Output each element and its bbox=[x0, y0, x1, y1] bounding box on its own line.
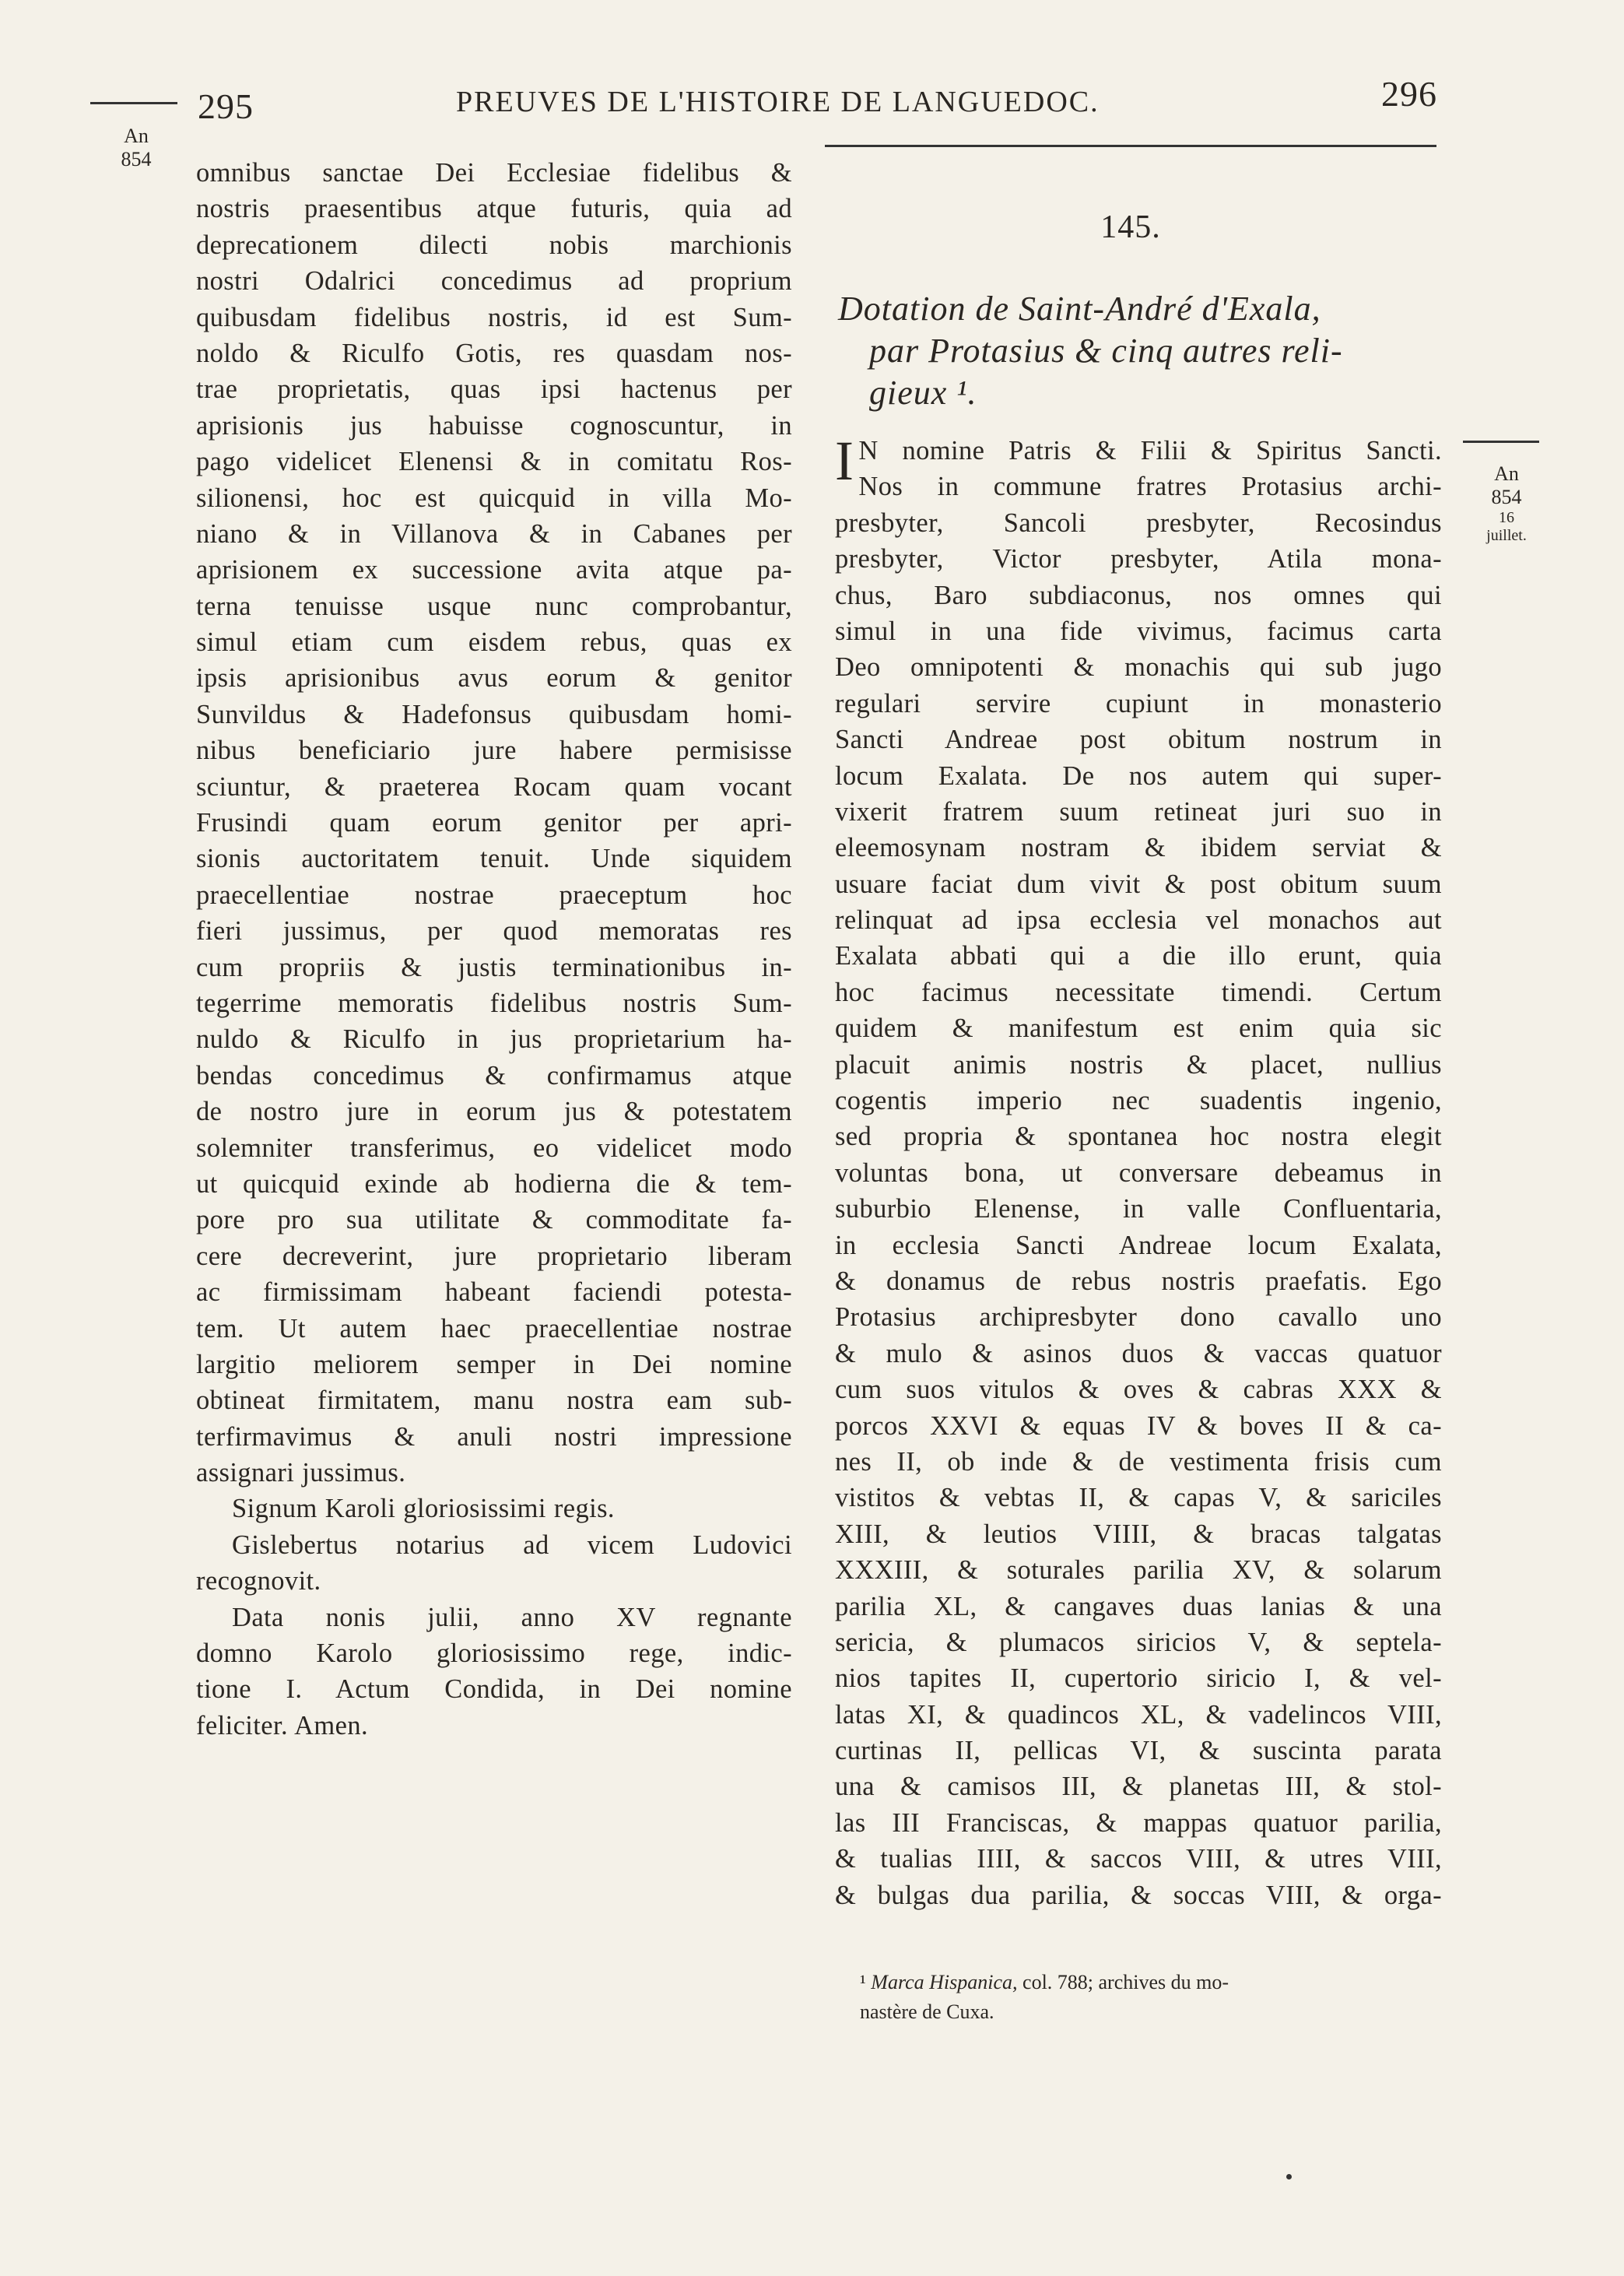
text-line: aprisionem ex successione avita atque pa- bbox=[196, 555, 792, 585]
text-line: obtineat firmitatem, manu nostra eam sub- bbox=[196, 1386, 792, 1416]
text-line: assignari jussimus. bbox=[196, 1458, 406, 1488]
text-line: latas XI, & quadincos XL, & vadelincos VIII, bbox=[835, 1699, 1442, 1730]
text-line: chus, Baro subdiaconus, nos omnes qui bbox=[835, 580, 1442, 610]
header-right-rule bbox=[825, 145, 1436, 147]
notary-line: recognovit. bbox=[196, 1566, 321, 1596]
text-line: parilia XL, & cangaves duas lanias & una bbox=[835, 1591, 1442, 1621]
text-line: presbyter, Victor presbyter, Atila mona- bbox=[835, 544, 1442, 574]
document-title bbox=[838, 288, 1445, 414]
title-line-1: Dotation de Saint-André d'Exala, bbox=[838, 290, 1321, 328]
margin-right-rule bbox=[1463, 441, 1539, 443]
opening-line-2: Nos in commune fratres Protasius archi- bbox=[858, 472, 1442, 502]
text-line: regulari servire cupiunt in monasterio bbox=[835, 688, 1442, 718]
text-line: cum propriis & justis terminationibus in- bbox=[196, 952, 792, 982]
footnote-source-title: Marca Hispanica, bbox=[871, 1971, 1018, 1993]
header-left-rule bbox=[90, 102, 177, 104]
text-line: nostris praesentibus atque futuris, quia ad bbox=[196, 194, 792, 224]
text-line: largitio meliorem semper in Dei nomine bbox=[196, 1349, 792, 1379]
text-line: usuare faciat dum vivit & post obitum suum bbox=[835, 869, 1442, 899]
document-number: 145. bbox=[1100, 209, 1161, 245]
margin-month-right: juillet. bbox=[1486, 526, 1527, 544]
footnote-marker: ¹ bbox=[860, 1971, 866, 1993]
text-line: suburbio Elenense, in valle Confluentaria, bbox=[835, 1194, 1442, 1224]
text-line: cum suos vitulos & oves & cabras XXX & bbox=[835, 1375, 1442, 1405]
drop-cap: I bbox=[835, 433, 854, 492]
page-speck bbox=[1286, 2174, 1292, 2179]
signum-line: Signum Karoli gloriosissimi regis. bbox=[232, 1494, 615, 1524]
text-line: presbyter, Sancoli presbyter, Recosindus bbox=[835, 508, 1442, 538]
text-line: sed propria & spontanea hoc nostra elegit bbox=[835, 1122, 1442, 1152]
text-line: nuldo & Riculfo in jus proprietarium ha- bbox=[196, 1024, 792, 1055]
text-line: Protasius archipresbyter dono cavallo uno bbox=[835, 1302, 1442, 1333]
left-column bbox=[196, 155, 792, 1744]
text-line: tegerrime memoratis fidelibus nostris Sum- bbox=[196, 988, 792, 1018]
text-line: curtinas II, pellicas VI, & suscinta parata bbox=[835, 1736, 1442, 1766]
data-line: tione I. Actum Condida, in Dei nomine bbox=[196, 1674, 792, 1705]
text-line: XIII, & leutios VIIII, & bracas talgatas bbox=[835, 1519, 1442, 1549]
text-line: trae proprietatis, quas ipsi hactenus per bbox=[196, 374, 792, 405]
notary-paragraph bbox=[196, 1527, 792, 1600]
text-line: ipsis aprisionibus avus eorum & genitor bbox=[196, 663, 792, 694]
footnote bbox=[860, 1968, 1451, 2027]
text-line: de nostro jure in eorum jus & potestatem bbox=[196, 1097, 792, 1127]
left-column-body bbox=[196, 155, 792, 1491]
text-line: nes II, ob inde & de vestimenta frisis cum bbox=[835, 1446, 1442, 1477]
text-line: cere decreverint, jure proprietario liberam bbox=[196, 1241, 792, 1271]
text-line: pago videlicet Elenensi & in comitatu Ros- bbox=[196, 447, 792, 477]
text-line: niano & in Villanova & in Cabanes per bbox=[196, 518, 792, 549]
text-line: Frusindi quam eorum genitor per apri- bbox=[196, 808, 792, 838]
margin-year-left: 854 bbox=[121, 147, 152, 170]
text-line: & tualias IIII, & saccos VIII, & utres VIII, bbox=[835, 1844, 1442, 1874]
right-column-body bbox=[835, 505, 1442, 1913]
page-number-left: 295 bbox=[198, 86, 254, 126]
margin-an-right: An bbox=[1494, 462, 1519, 485]
text-line: Sancti Andreae post obitum nostrum in bbox=[835, 725, 1442, 755]
footnote-reference: col. 788; archives du mo- bbox=[1022, 1971, 1229, 1993]
text-line: relinquat ad ipsa ecclesia vel monachos aut bbox=[835, 905, 1442, 936]
opening-lines bbox=[835, 433, 1442, 505]
text-line: sionis auctoritatem tenuit. Unde siquidem bbox=[196, 844, 792, 874]
text-line: cogentis imperio nec suadentis ingenio, bbox=[835, 1086, 1442, 1116]
margin-note-left bbox=[109, 125, 163, 171]
text-line: pore pro sua utilitate & commoditate fa- bbox=[196, 1205, 792, 1235]
text-line: tem. Ut autem haec praecellentiae nostrae bbox=[196, 1313, 792, 1343]
text-line: simul etiam cum eisdem rebus, quas ex bbox=[196, 627, 792, 658]
margin-an-left: An bbox=[124, 125, 149, 147]
running-head-title: PREUVES DE L'HISTOIRE DE LANGUEDOC. bbox=[456, 86, 1100, 118]
data-line: feliciter. Amen. bbox=[196, 1710, 369, 1740]
text-line: voluntas bona, ut conversare debeamus in bbox=[835, 1157, 1442, 1188]
text-line: hoc facimus necessitate timendi. Certum bbox=[835, 977, 1442, 1007]
text-line: una & camisos III, & planetas III, & stol- bbox=[835, 1772, 1442, 1802]
text-line: quidem & manifestum est enim quia sic bbox=[835, 1013, 1442, 1044]
text-line: terfirmavimus & anuli nostri impressione bbox=[196, 1421, 792, 1452]
data-line: Data nonis julii, anno XV regnante bbox=[232, 1602, 792, 1632]
text-line: Deo omnipotenti & monachis qui sub jugo bbox=[835, 652, 1442, 683]
right-column bbox=[835, 433, 1442, 1913]
text-line: eleemosynam nostram & ibidem serviat & bbox=[835, 833, 1442, 863]
text-line: terna tenuisse usque nunc comprobantur, bbox=[196, 591, 792, 621]
text-line: vixerit fratrem suum retineat juri suo in bbox=[835, 796, 1442, 827]
text-line: in ecclesia Sancti Andreae locum Exalata, bbox=[835, 1230, 1442, 1260]
dating-clause bbox=[196, 1600, 792, 1744]
text-line: ac firmissimam habeant faciendi potesta- bbox=[196, 1277, 792, 1308]
margin-day-right: 16 bbox=[1499, 508, 1514, 526]
text-line: sericia, & plumacos siricios V, & septela- bbox=[835, 1627, 1442, 1657]
page-number-right: 296 bbox=[1381, 74, 1437, 114]
text-line: Exalata abbati qui a die illo erunt, quia bbox=[835, 941, 1442, 971]
text-line: nibus beneficiario jure habere permisisse bbox=[196, 736, 792, 766]
title-line-3: gieux ¹. bbox=[869, 374, 977, 412]
text-line: sciuntur, & praeterea Rocam quam vocant bbox=[196, 771, 792, 802]
text-line: placuit animis nostris & placet, nullius bbox=[835, 1049, 1442, 1080]
text-line: XXXIII, & soturales parilia XV, & solarum bbox=[835, 1555, 1442, 1586]
text-line: quibusdam fidelibus nostris, id est Sum- bbox=[196, 302, 792, 332]
text-line: las III Franciscas, & mappas quatuor parilia, bbox=[835, 1807, 1442, 1838]
notary-line: Gislebertus notarius ad vicem Ludovici bbox=[232, 1530, 792, 1560]
text-line: aprisionis jus habuisse cognoscuntur, in bbox=[196, 410, 792, 441]
text-line: Sunvildus & Hadefonsus quibusdam homi- bbox=[196, 699, 792, 729]
data-line: domno Karolo gloriosissimo rege, indic- bbox=[196, 1639, 792, 1669]
text-line: omnibus sanctae Dei Ecclesiae fidelibus & bbox=[196, 158, 792, 188]
text-line: ut quicquid exinde ab hodierna die & tem- bbox=[196, 1168, 792, 1199]
margin-note-right bbox=[1477, 462, 1536, 545]
text-line: & donamus de rebus nostris praefatis. Ego bbox=[835, 1266, 1442, 1296]
text-line: & mulo & asinos duos & vaccas quatuor bbox=[835, 1338, 1442, 1368]
text-line: locum Exalata. De nos autem qui super- bbox=[835, 760, 1442, 791]
text-line: simul in una fide vivimus, facimus carta bbox=[835, 616, 1442, 646]
title-line-2: par Protasius & cinq autres reli- bbox=[869, 332, 1343, 370]
opening-line-1: N nomine Patris & Filii & Spiritus Sancti. bbox=[858, 436, 1442, 465]
text-line: bendas concedimus & confirmamus atque bbox=[196, 1060, 792, 1091]
text-line: vistitos & vebtas II, & capas V, & sariciles bbox=[835, 1483, 1442, 1513]
text-line: deprecationem dilecti nobis marchionis bbox=[196, 230, 792, 260]
text-line: noldo & Riculfo Gotis, res quasdam nos- bbox=[196, 338, 792, 368]
text-line: silionensi, hoc est quicquid in villa Mo- bbox=[196, 483, 792, 513]
text-line: nios tapites II, cupertorio siricio I, & vel- bbox=[835, 1663, 1442, 1694]
text-line: praecellentiae nostrae praeceptum hoc bbox=[196, 880, 792, 910]
margin-year-right: 854 bbox=[1491, 485, 1522, 508]
text-line: fieri jussimus, per quod memoratas res bbox=[196, 916, 792, 947]
text-line: & bulgas dua parilia, & soccas VIII, & orga- bbox=[835, 1880, 1442, 1910]
text-line: porcos XXVI & equas IV & boves II & ca- bbox=[835, 1410, 1442, 1441]
text-line: nostri Odalrici concedimus ad proprium bbox=[196, 266, 792, 297]
footnote-line-2: nastère de Cuxa. bbox=[860, 2000, 994, 2023]
text-line: solemniter transferimus, eo videlicet modo bbox=[196, 1133, 792, 1163]
